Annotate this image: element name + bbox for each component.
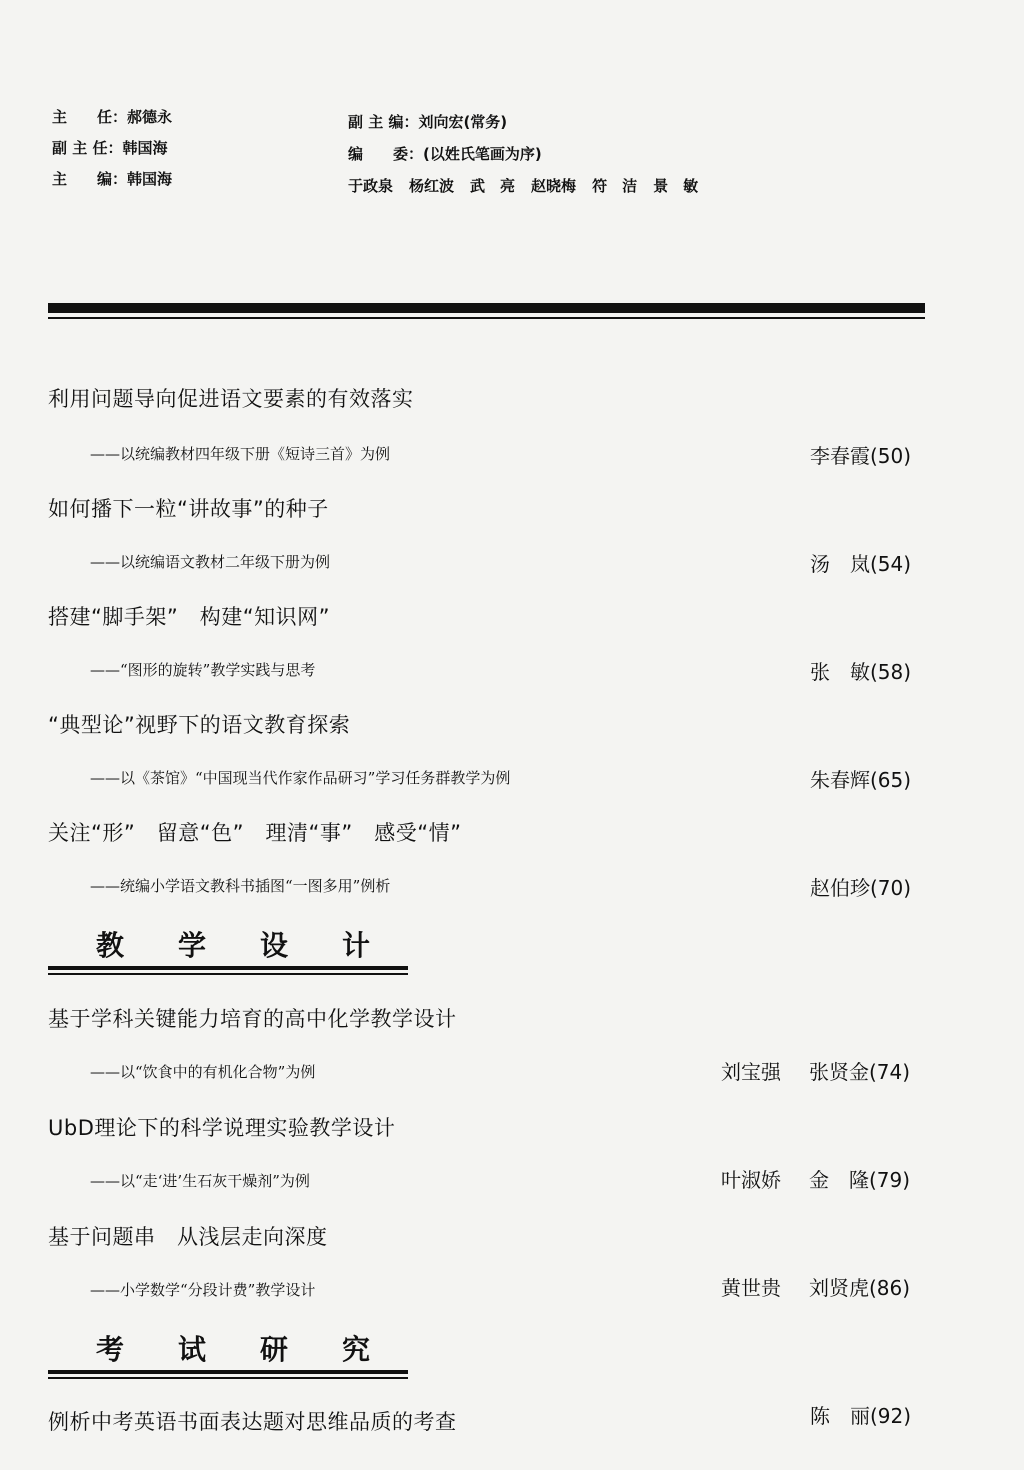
article-subtitle: ——“图形的旋转”教学实践与思考 (90, 661, 316, 679)
article-title: 例析中考英语书面表达题对思维品质的考查 (48, 1410, 457, 1434)
masthead-label: 副 主 编： (348, 113, 419, 131)
article-subtitle: ——以“饮食中的有机化合物”为例 (90, 1063, 316, 1081)
article-author: 赵伯珍(70) (810, 876, 912, 900)
editor-name: 景 敏 (653, 177, 699, 195)
article-author: 刘贤虎(86) (809, 1276, 911, 1300)
article-coauthor: 刘宝强 (721, 1060, 781, 1084)
article-title: 搭建“脚手架” 构建“知识网” (48, 605, 331, 629)
article-author: 李春霞(50) (810, 444, 912, 468)
masthead-value: 刘向宏(常务) (418, 113, 508, 131)
masthead-label: 主 任： (52, 108, 128, 126)
section-heading (48, 928, 425, 975)
article-subtitle: ——以《茶馆》“中国现当代作家作品研习”学习任务群教学为例 (90, 769, 511, 787)
article-author: 陈 丽(92) (810, 1404, 912, 1428)
masthead-label: 编 委： (348, 145, 424, 163)
editor-name: 符 洁 (592, 177, 638, 195)
article-author: 朱春辉(65) (810, 768, 912, 792)
editor-name: 于政泉 (348, 177, 394, 195)
masthead-row (52, 102, 172, 133)
editor-name: 赵晓梅 (531, 177, 577, 195)
masthead-value: 韩国海 (127, 170, 173, 188)
article-title: 基于学科关键能力培育的高中化学教学设计 (48, 1007, 457, 1031)
section-heading (48, 1332, 425, 1379)
article-subtitle: ——以“走‘进’生石灰干燥剂”为例 (90, 1172, 310, 1190)
article-title: UbD理论下的科学说理实验教学设计 (48, 1116, 396, 1140)
masthead-row (52, 164, 172, 195)
article-title: 如何播下一粒“讲故事”的种子 (48, 497, 329, 521)
top-divider-thick (48, 303, 925, 313)
masthead-label: 主 编： (52, 170, 128, 188)
section-title: 教学设计 (96, 929, 425, 962)
article-title: 基于问题串 从浅层走向深度 (48, 1225, 328, 1249)
article-subtitle: ——以统编教材四年级下册《短诗三首》为例 (90, 445, 391, 463)
masthead-left (52, 102, 172, 195)
editor-name: 杨红波 (409, 177, 455, 195)
article-coauthor: 黄世贵 (721, 1276, 781, 1300)
masthead-value: (以姓氏笔画为序) (423, 145, 542, 163)
article-author: 金 隆(79) (809, 1168, 911, 1192)
masthead-value: 韩国海 (122, 139, 168, 157)
article-subtitle: ——统编小学语文教科书插图“一图多用”例析 (90, 877, 391, 895)
article-title: “典型论”视野下的语文教育探索 (48, 713, 351, 737)
article-author: 张 敏(58) (810, 660, 912, 684)
masthead-label: 副 主 任： (52, 139, 123, 157)
article-title: 利用问题导向促进语文要素的有效落实 (48, 387, 414, 411)
masthead-row (348, 138, 714, 170)
article-author: 汤 岚(54) (810, 552, 912, 576)
article-title: 关注“形” 留意“色” 理清“事” 感受“情” (48, 821, 462, 845)
section-rule-thick (48, 1370, 408, 1374)
section-rule-thin (48, 973, 408, 975)
section-rule-thin (48, 1377, 408, 1379)
masthead-right (348, 106, 714, 202)
article-subtitle: ——小学数学“分段计费”教学设计 (90, 1281, 316, 1299)
article-author: 张贤金(74) (809, 1060, 911, 1084)
article-subtitle: ——以统编语文教材二年级下册为例 (90, 553, 331, 571)
article-coauthor: 叶淑娇 (721, 1168, 781, 1192)
editor-name: 武 亮 (470, 177, 516, 195)
masthead-row (52, 133, 172, 164)
editors-list (348, 170, 714, 202)
section-rule-thick (48, 966, 408, 970)
section-title: 考试研究 (96, 1333, 425, 1366)
masthead-value: 郝德永 (127, 108, 173, 126)
top-divider-thin (48, 317, 925, 319)
masthead-row (348, 106, 714, 138)
